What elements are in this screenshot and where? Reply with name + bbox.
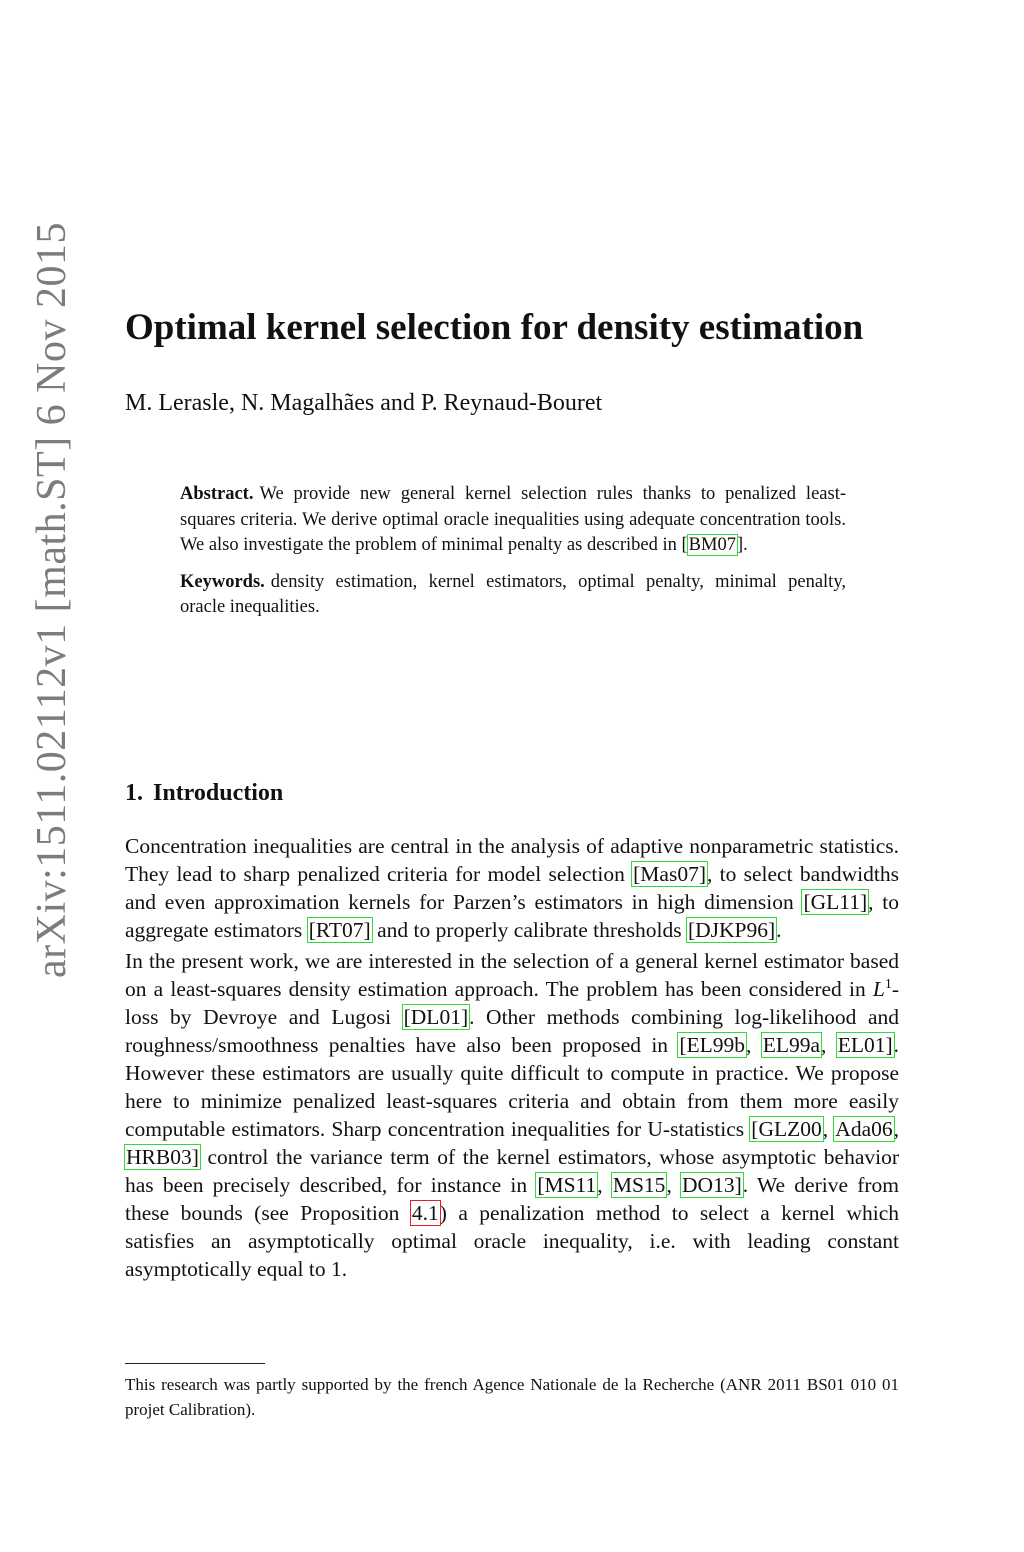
text-run: -loss by Devroye and Lugosi <box>125 977 899 1029</box>
section-heading <box>125 778 899 808</box>
keywords-paragraph <box>180 570 846 621</box>
text-run: . We derive from these bounds (see Proposition <box>125 1173 899 1225</box>
text-run: In the present work, we are interested in the selection of a general kernel estimator based on a least-squares density estimation approach. The problem has been considered in <box>125 949 899 1001</box>
section-body <box>125 832 899 1283</box>
citation-link-gl11[interactable]: [GL11] <box>803 890 868 914</box>
citation-link-rt07[interactable]: [RT07] <box>308 918 371 942</box>
paper-title: Optimal kernel selection for density estimation <box>125 307 864 348</box>
text-run: , to aggregate estimators <box>125 890 899 942</box>
intro-paragraph-2: In the present work, we are interested in the selection of a general kernel estimator based on a least-squares density estimation approach. The problem has been considered in $L^1$-loss by Devroye and Lugosi [DL01]. Other methods combining log-likelihood and roughness/smoothness penalties have also been proposed in [EL99b, EL99a, EL01]. However these estimators are usually quite difficult to compute in practice. We propose here to minimize penalized least-squares criteria and obtain from them more easily computable estimators. Sharp concentration inequalities for U-statistics [GLZ00, Ada06, HRB03] control the variance term of the kernel estimators, whose asymptotic behavior has been precisely described, for instance in [MS11, MS15, DO13]. We derive from these bounds (see Proposition 4.1) a penalization method to select a kernel which satisfies an asymptotically optimal oracle inequality, i.e. with leading constant asymptotically equal to 1. <box>125 949 899 1281</box>
citation-link-djkp96[interactable]: [DJKP96] <box>687 918 776 942</box>
section-number: 1. <box>125 780 143 806</box>
math-superscript: 1 <box>884 976 892 992</box>
citation-link-hrb03[interactable]: HRB03] <box>126 1145 199 1169</box>
text-run: control the variance term of the kernel estimators, whose asymptotic behavior has been precisely described, for instance in <box>125 1145 899 1197</box>
keywords-label: Keywords. <box>180 571 265 592</box>
text-run: . Other methods combining log-likelihood and roughness/smoothness penalties have also been proposed in <box>125 1005 899 1057</box>
citation-link-el99b[interactable]: [EL99b <box>679 1033 746 1057</box>
abstract-label: Abstract. <box>180 484 254 504</box>
citation-link-bm07[interactable]: BM07 <box>688 535 736 555</box>
citation-link-dl01[interactable]: [DL01] <box>403 1005 469 1029</box>
text-run: Concentration inequalities are central in the analysis of adaptive nonparametric statistics. They lead to sharp penalized criteria for model selection <box>125 834 899 886</box>
citation-link-glz00[interactable]: [GLZ00 <box>751 1117 822 1141</box>
abstract-text: We provide new general kernel selection rules thanks to penalized least-squares criteria. We derive optimal oracle inequalities using adequate concentration tools. We also investigate the problem of minimal penalty as described in <box>180 484 846 555</box>
citation-link-ms15[interactable]: MS15 <box>612 1173 666 1197</box>
author-list: M. Lerasle, N. Magalhães and P. Reynaud-Bouret <box>125 390 603 416</box>
citation-link-el99a[interactable]: EL99a <box>762 1033 821 1057</box>
proposition-reference-link[interactable]: 4.1 <box>411 1201 439 1225</box>
arxiv-identifier-stamp[interactable]: arXiv:1511.02112v1 [math.ST] 6 Nov 2015 <box>29 222 75 978</box>
text-run: ) a penalization method to select a kernel which satisfies an asymptotically optimal oracle inequality, i.e. with leading constant asymptotically equal to 1. <box>125 1201 899 1281</box>
keywords-text: density estimation, kernel estimators, optimal penalty, minimal penalty, oracle inequalities. <box>180 571 846 617</box>
introduction-section <box>125 778 899 1283</box>
citation-link-mas07[interactable]: [Mas07] <box>633 862 706 886</box>
section-title: Introduction <box>153 780 284 806</box>
abstract-end: . <box>743 535 748 555</box>
text-run: and to properly calibrate thresholds <box>371 918 687 942</box>
text-run: , to select bandwidths and even approximation kernels for Parzen’s estimators in high dimension <box>125 862 899 914</box>
abstract-paragraph: Abstract. We provide new general kernel selection rules thanks to penalized least-squares criteria. We derive optimal oracle inequalities using adequate concentration tools. We also investigate the problem of minimal penalty as described in [BM07]. <box>180 484 846 555</box>
text-run: . However these estimators are usually quite difficult to compute in practice. We propose here to minimize penalized least-squares criteria and obtain from them more easily computable estimators. Sharp concentration inequalities for U-statistics <box>125 1033 899 1141</box>
citation-link-do13[interactable]: DO13] <box>682 1173 742 1197</box>
math-l: L <box>872 977 885 1001</box>
citation-link-ms11[interactable]: [MS11 <box>537 1173 597 1197</box>
footnote-rule <box>125 1363 265 1364</box>
abstract-block <box>180 482 846 621</box>
intro-paragraph-1 <box>125 832 899 944</box>
citation-link-ada06[interactable]: Ada06 <box>835 1117 893 1141</box>
footnote-text: This research was partly supported by the french Agence Nationale de la Recherche (ANR 2011 BS01 010 01 projet Calibration). <box>125 1375 899 1419</box>
text-run: . <box>776 918 782 942</box>
citation-link-el01[interactable]: EL01] <box>837 1033 893 1057</box>
